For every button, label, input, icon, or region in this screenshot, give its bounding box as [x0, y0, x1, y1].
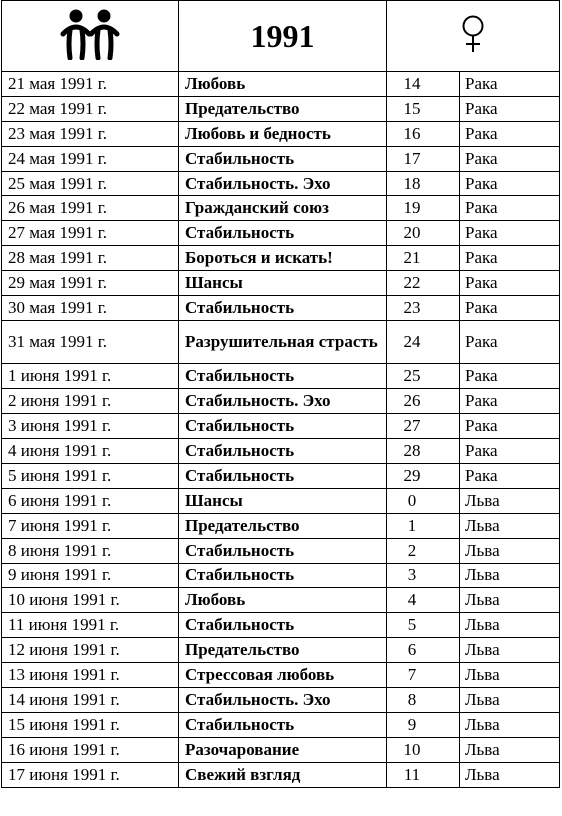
row-date: 17 июня 1991 г.	[2, 762, 179, 787]
row-number: 11	[387, 762, 460, 787]
table-row	[2, 638, 560, 663]
row-date: 25 мая 1991 г.	[2, 171, 179, 196]
row-date: 11 июня 1991 г.	[2, 613, 179, 638]
row-sign: Льва	[460, 737, 560, 762]
row-name: Стабильность. Эхо	[179, 171, 387, 196]
row-number: 14	[387, 72, 460, 97]
horoscope-table	[1, 0, 560, 788]
row-number: 23	[387, 296, 460, 321]
row-date: 28 мая 1991 г.	[2, 246, 179, 271]
table-row	[2, 513, 560, 538]
table-row	[2, 96, 560, 121]
row-sign: Льва	[460, 613, 560, 638]
row-date: 9 июня 1991 г.	[2, 563, 179, 588]
row-sign: Льва	[460, 638, 560, 663]
table-row	[2, 538, 560, 563]
row-number: 28	[387, 439, 460, 464]
table-row	[2, 171, 560, 196]
table-row	[2, 762, 560, 787]
row-date: 14 июня 1991 г.	[2, 687, 179, 712]
row-date: 2 июня 1991 г.	[2, 389, 179, 414]
row-name: Стабильность	[179, 221, 387, 246]
row-number: 22	[387, 271, 460, 296]
table-row	[2, 246, 560, 271]
row-date: 23 мая 1991 г.	[2, 121, 179, 146]
row-sign: Рака	[460, 96, 560, 121]
table-row	[2, 364, 560, 389]
row-sign: Льва	[460, 762, 560, 787]
row-name: Предательство	[179, 513, 387, 538]
row-name: Стабильность. Эхо	[179, 687, 387, 712]
row-date: 15 июня 1991 г.	[2, 712, 179, 737]
table-row	[2, 588, 560, 613]
row-name: Разочарование	[179, 737, 387, 762]
row-name: Любовь	[179, 588, 387, 613]
row-name: Стрессовая любовь	[179, 663, 387, 688]
row-name: Стабильность	[179, 563, 387, 588]
row-sign: Льва	[460, 588, 560, 613]
row-date: 5 июня 1991 г.	[2, 463, 179, 488]
row-sign: Льва	[460, 687, 560, 712]
row-name: Стабильность	[179, 296, 387, 321]
row-sign: Рака	[460, 320, 560, 364]
row-number: 0	[387, 488, 460, 513]
row-sign: Рака	[460, 271, 560, 296]
year-title: 1991	[179, 1, 387, 72]
row-date: 13 июня 1991 г.	[2, 663, 179, 688]
row-date: 10 июня 1991 г.	[2, 588, 179, 613]
row-sign: Рака	[460, 296, 560, 321]
row-sign: Рака	[460, 246, 560, 271]
row-number: 15	[387, 96, 460, 121]
row-number: 29	[387, 463, 460, 488]
header-icon-cell	[2, 1, 179, 72]
row-number: 8	[387, 687, 460, 712]
row-date: 1 июня 1991 г.	[2, 364, 179, 389]
row-date: 24 мая 1991 г.	[2, 146, 179, 171]
row-number: 1	[387, 513, 460, 538]
row-number: 9	[387, 712, 460, 737]
row-number: 7	[387, 663, 460, 688]
row-sign: Рака	[460, 439, 560, 464]
row-name: Бороться и искать!	[179, 246, 387, 271]
row-sign: Рака	[460, 171, 560, 196]
row-name: Стабильность	[179, 538, 387, 563]
row-number: 2	[387, 538, 460, 563]
row-sign: Рака	[460, 221, 560, 246]
row-date: 21 мая 1991 г.	[2, 72, 179, 97]
row-name: Любовь и бедность	[179, 121, 387, 146]
table-row	[2, 296, 560, 321]
table-row	[2, 196, 560, 221]
row-sign: Льва	[460, 538, 560, 563]
table-row	[2, 737, 560, 762]
row-name: Стабильность	[179, 146, 387, 171]
row-name: Свежий взгляд	[179, 762, 387, 787]
row-name: Предательство	[179, 96, 387, 121]
row-sign: Льва	[460, 563, 560, 588]
row-sign: Льва	[460, 513, 560, 538]
row-number: 4	[387, 588, 460, 613]
row-sign: Льва	[460, 712, 560, 737]
row-sign: Рака	[460, 121, 560, 146]
table-row	[2, 663, 560, 688]
row-date: 3 июня 1991 г.	[2, 414, 179, 439]
row-date: 27 мая 1991 г.	[2, 221, 179, 246]
row-date: 4 июня 1991 г.	[2, 439, 179, 464]
row-date: 8 июня 1991 г.	[2, 538, 179, 563]
venus-female-icon	[460, 14, 486, 58]
row-name: Стабильность	[179, 364, 387, 389]
row-number: 21	[387, 246, 460, 271]
table-row	[2, 687, 560, 712]
row-name: Стабильность. Эхо	[179, 389, 387, 414]
row-date: 26 мая 1991 г.	[2, 196, 179, 221]
row-sign: Рака	[460, 414, 560, 439]
row-name: Стабильность	[179, 414, 387, 439]
row-number: 25	[387, 364, 460, 389]
row-number: 24	[387, 320, 460, 364]
row-date: 30 мая 1991 г.	[2, 296, 179, 321]
row-name: Предательство	[179, 638, 387, 663]
table-row	[2, 271, 560, 296]
row-number: 20	[387, 221, 460, 246]
table-row	[2, 121, 560, 146]
row-name: Гражданский союз	[179, 196, 387, 221]
row-number: 19	[387, 196, 460, 221]
row-sign: Льва	[460, 663, 560, 688]
row-number: 10	[387, 737, 460, 762]
row-number: 3	[387, 563, 460, 588]
row-sign: Рака	[460, 364, 560, 389]
row-name: Стабильность	[179, 439, 387, 464]
table-row	[2, 320, 560, 364]
row-sign: Рака	[460, 463, 560, 488]
row-name: Разрушительная страсть	[179, 320, 387, 364]
row-date: 29 мая 1991 г.	[2, 271, 179, 296]
row-number: 16	[387, 121, 460, 146]
row-name: Стабильность	[179, 712, 387, 737]
twins-gemini-icon	[58, 8, 122, 64]
table-row	[2, 146, 560, 171]
table-header	[2, 1, 560, 72]
row-date: 7 июня 1991 г.	[2, 513, 179, 538]
row-sign: Льва	[460, 488, 560, 513]
header-venus-cell	[387, 1, 560, 72]
row-sign: Рака	[460, 72, 560, 97]
row-number: 18	[387, 171, 460, 196]
table-row	[2, 563, 560, 588]
table-row	[2, 439, 560, 464]
row-sign: Рака	[460, 146, 560, 171]
row-name: Стабильность	[179, 463, 387, 488]
row-sign: Рака	[460, 196, 560, 221]
row-date: 6 июня 1991 г.	[2, 488, 179, 513]
row-name: Любовь	[179, 72, 387, 97]
row-name: Шансы	[179, 271, 387, 296]
row-date: 31 мая 1991 г.	[2, 320, 179, 364]
row-number: 27	[387, 414, 460, 439]
row-date: 16 июня 1991 г.	[2, 737, 179, 762]
row-number: 5	[387, 613, 460, 638]
row-sign: Рака	[460, 389, 560, 414]
row-date: 12 июня 1991 г.	[2, 638, 179, 663]
table-row	[2, 488, 560, 513]
row-date: 22 мая 1991 г.	[2, 96, 179, 121]
table-row	[2, 72, 560, 97]
row-number: 17	[387, 146, 460, 171]
table-row	[2, 389, 560, 414]
table-row	[2, 463, 560, 488]
row-name: Стабильность	[179, 613, 387, 638]
table-row	[2, 712, 560, 737]
row-number: 26	[387, 389, 460, 414]
table-row	[2, 221, 560, 246]
table-row	[2, 613, 560, 638]
row-name: Шансы	[179, 488, 387, 513]
table-row	[2, 414, 560, 439]
row-number: 6	[387, 638, 460, 663]
table-body	[2, 1, 560, 788]
